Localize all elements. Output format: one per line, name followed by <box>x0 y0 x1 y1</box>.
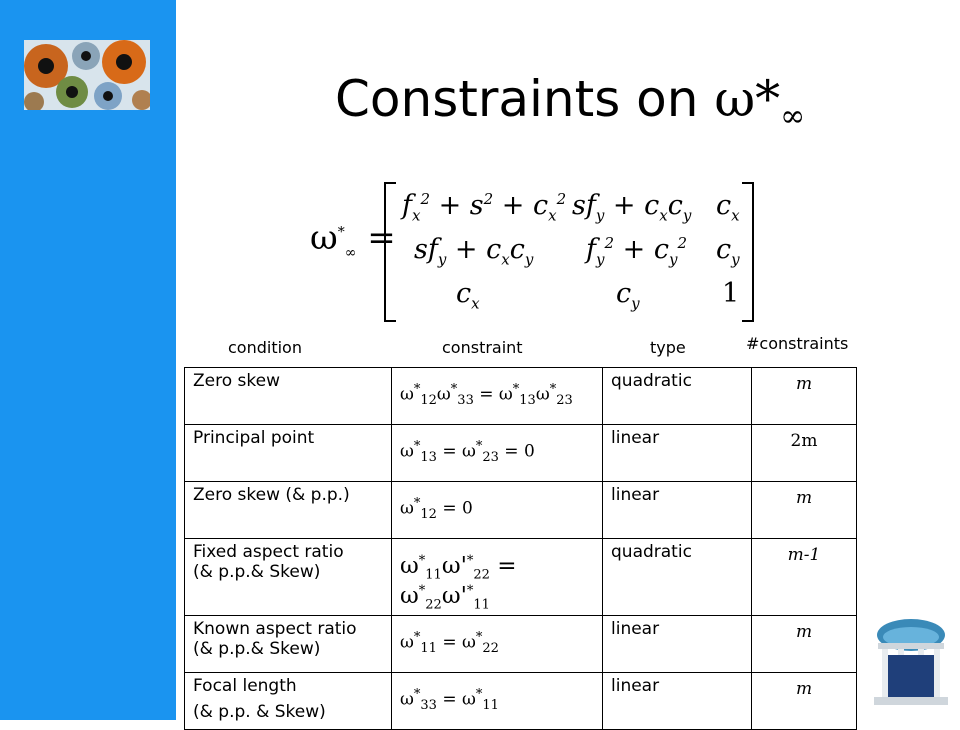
header-type: type <box>650 338 686 357</box>
header-condition: condition <box>228 338 302 357</box>
constraint-equation: $\omega^*_{12} = 0$ <box>392 482 603 539</box>
matrix-left-bracket <box>384 182 396 322</box>
condition-cell: Principal point <box>185 425 392 482</box>
type-cell: linear <box>603 425 752 482</box>
condition-cell: Fixed aspect ratio (& p.p.& Skew) <box>185 539 392 616</box>
constraint-equation: $\omega^*_{33} = \omega^*_{11}$ <box>392 673 603 730</box>
header-constraint: constraint <box>442 338 523 357</box>
matrix-right-bracket <box>742 182 754 322</box>
constraints-table <box>184 367 857 730</box>
table-row <box>185 368 857 425</box>
matrix-cell: $sf_y + c_xc_y$ <box>414 234 534 269</box>
matrix-lhs: $\omega^*_\infty$ = <box>310 218 396 261</box>
matrix-cell: 1 <box>722 278 740 309</box>
type-cell: quadratic <box>603 368 752 425</box>
matrix-cell: $c_x$ <box>456 278 480 313</box>
old-well-dome-icon <box>866 615 956 715</box>
count-cell: m-1 <box>752 539 857 616</box>
matrix-cell: $f_x^2 + s^2 + c_x^2$ <box>402 190 567 225</box>
condition-cell: Zero skew <box>185 368 392 425</box>
type-cell: quadratic <box>603 539 752 616</box>
eye-iris-logo-icon <box>24 40 150 110</box>
condition-cell: Focal length (& p.p. & Skew) <box>185 673 392 730</box>
matrix-cell: $c_x$ <box>716 190 740 225</box>
table-row <box>185 425 857 482</box>
matrix-cell: $c_y$ <box>716 234 740 269</box>
table-row <box>185 539 857 616</box>
omega-matrix <box>310 180 760 322</box>
table-row <box>185 482 857 539</box>
count-cell: m <box>752 673 857 730</box>
constraint-equation: $\omega^*_{12}\omega^*_{33} = \omega^*_{13}\omega^*_{23}$ <box>392 368 603 425</box>
table-row <box>185 673 857 730</box>
matrix-cell: $f_y^2 + c_y^2$ <box>586 234 687 269</box>
matrix-cell: $c_y$ <box>616 278 640 313</box>
table-row <box>185 616 857 673</box>
type-cell: linear <box>603 673 752 730</box>
type-cell: linear <box>603 482 752 539</box>
count-cell: m <box>752 482 857 539</box>
condition-cell: Known aspect ratio (& p.p.& Skew) <box>185 616 392 673</box>
count-cell: m <box>752 368 857 425</box>
type-cell: linear <box>603 616 752 673</box>
header-constraint-count: #constraints <box>746 334 849 353</box>
constraint-equation: $\omega^*_{11} = \omega^*_{22}$ <box>392 616 603 673</box>
slide-title: Constraints on $\omega*_\infty$ <box>335 70 806 134</box>
matrix-cell: $sf_y + c_xc_y$ <box>572 190 692 225</box>
constraint-equation: $\omega^*_{13} = \omega^*_{23} = 0$ <box>392 425 603 482</box>
count-cell: 2m <box>752 425 857 482</box>
constraint-equation: $\omega^*_{11}\omega'^*_{22} = \omega^*_{22}\omega'^*_{11}$ <box>392 539 603 616</box>
count-cell: m <box>752 616 857 673</box>
condition-cell: Zero skew (& p.p.) <box>185 482 392 539</box>
